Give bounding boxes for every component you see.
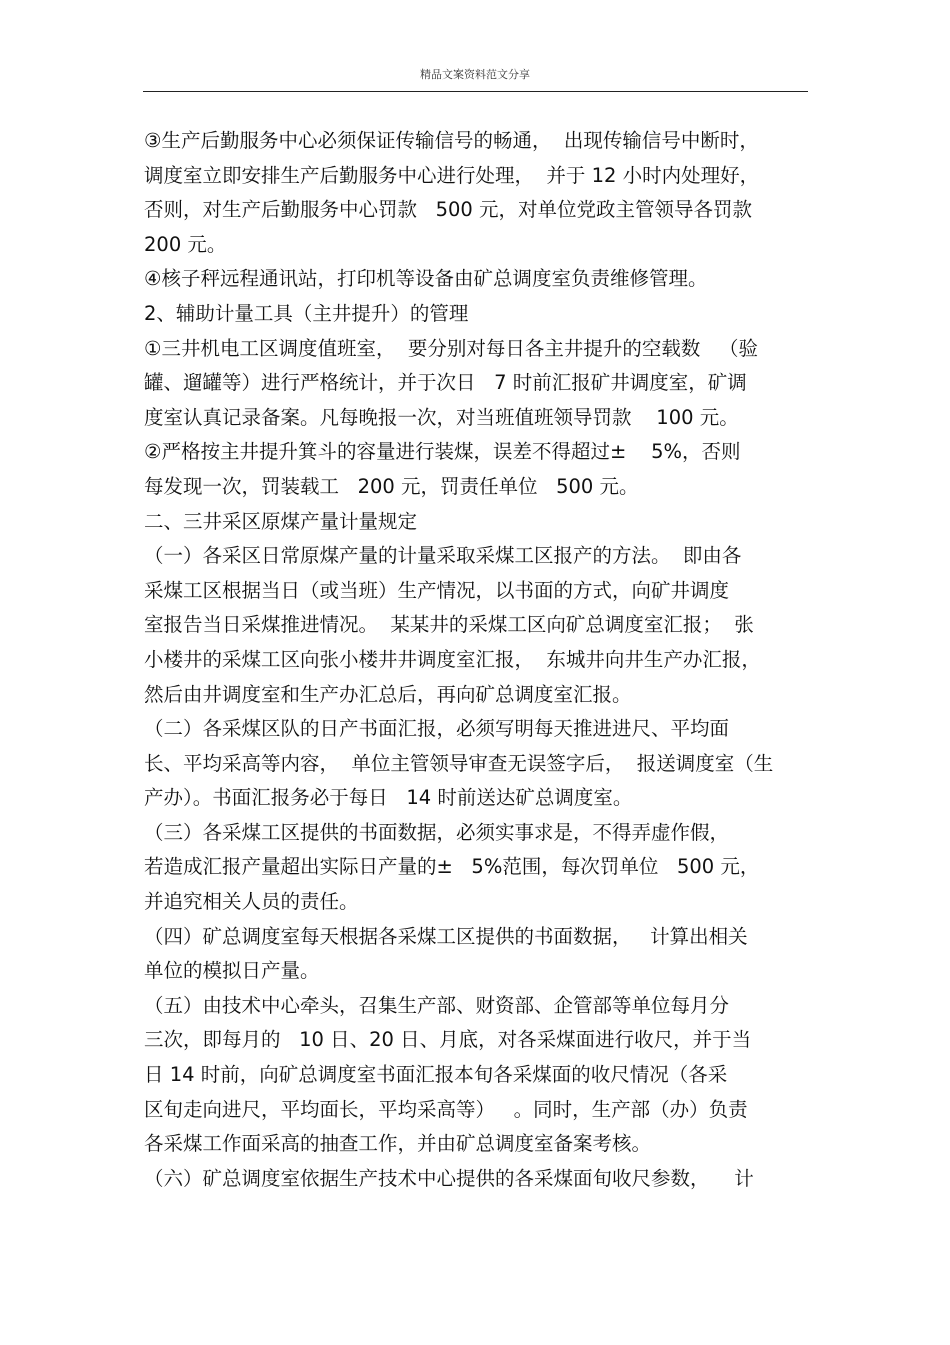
text-line: 采煤工区根据当日（或当班）生产情况，以书面的方式，向矿井调度 (144, 578, 730, 602)
text-line: 度室认真记录备案。凡每晚报一次，对当班值班领导罚款 100 元。 (144, 405, 739, 429)
text-line: （二）各采煤区队的日产书面汇报，必须写明每天推进进尺、平均面 (144, 717, 730, 741)
text-line: 区旬走向进尺，平均面长，平均采高等） 。同时，生产部（办）负责 (144, 1097, 748, 1121)
text-line: 日 14 时前，向矿总调度室书面汇报本旬各采煤面的收尺情况（各采 (144, 1063, 728, 1087)
text-line: 三次，即每月的 10 日、20 日、月底，对各采煤面进行收尺，并于当 (144, 1028, 752, 1052)
text-line: （四）矿总调度室每天根据各采煤工区提供的书面数据， 计算出相关 (144, 924, 748, 948)
section-heading: 二、三井采区原煤产量计量规定 (144, 509, 418, 533)
text-line: 小楼井的采煤工区向张小楼井井调度室汇报， 东城井向井生产办汇报， (144, 647, 761, 671)
text-line: ④核子秤远程通讯站，打印机等设备由矿总调度室负责维修管理。 (144, 267, 708, 291)
text-line: 然后由井调度室和生产办汇总后，再向矿总调度室汇报。 (144, 682, 632, 706)
text-line: 若造成汇报产量超出实际日产量的± 5%范围，每次罚单位 500 元， (144, 855, 760, 879)
text-line: ③生产后勤服务中心必须保证传输信号的畅通， 出现传输信号中断时， (144, 129, 759, 152)
text-line: 单位的模拟日产量。 (144, 959, 320, 983)
section-heading: 2、辅助计量工具（主井提升）的管理 (144, 301, 469, 325)
page-header: 精品文案资料范文分享 (420, 68, 530, 81)
text-line: 每发现一次，罚装载工 200 元，罚责任单位 500 元。 (144, 474, 639, 498)
header-divider (143, 91, 808, 92)
text-line: 罐、遛罐等）进行严格统计，并于次日 7 时前汇报矿井调度室，矿调 (144, 371, 747, 395)
text-line: 调度室立即安排生产后勤服务中心进行处理， 并于 12 小时内处理好， (144, 163, 760, 187)
document-body (144, 124, 808, 1196)
text-line: 200 元。 (144, 232, 227, 256)
text-line: 各采煤工作面采高的抽查工作，并由矿总调度室备案考核。 (144, 1132, 652, 1156)
text-line: （六）矿总调度室依据生产技术中心提供的各采煤面旬收尺参数， 计 (144, 1166, 754, 1190)
text-line: ②严格按主井提升箕斗的容量进行装煤，误差不得超过± 5%，否则 (144, 440, 741, 464)
text-line: ①三井机电工区调度值班室， 要分别对每日各主井提升的空载数 （验 (144, 336, 758, 360)
text-line: 并追究相关人员的责任。 (144, 890, 359, 914)
text-line: （一）各采区日常原煤产量的计量采取采煤工区报产的方法。 即由各 (144, 544, 742, 568)
text-line: （五）由技术中心牵头，召集生产部、财资部、企管部等单位每月分 (144, 993, 730, 1017)
text-line: 产办）。书面汇报务必于每日 14 时前送达矿总调度室。 (144, 786, 633, 810)
text-line: 室报告当日采煤推进情况。 某某井的采煤工区向矿总调度室汇报； 张 (144, 613, 754, 637)
text-line: 长、平均采高等内容， 单位主管领导审查无误签字后， 报送调度室（生 (144, 751, 774, 775)
text-line: （三）各采煤工区提供的书面数据，必须实事求是，不得弄虚作假， (144, 820, 730, 844)
text-line: 否则，对生产后勤服务中心罚款 500 元，对单位党政主管领导各罚款 (144, 198, 753, 222)
